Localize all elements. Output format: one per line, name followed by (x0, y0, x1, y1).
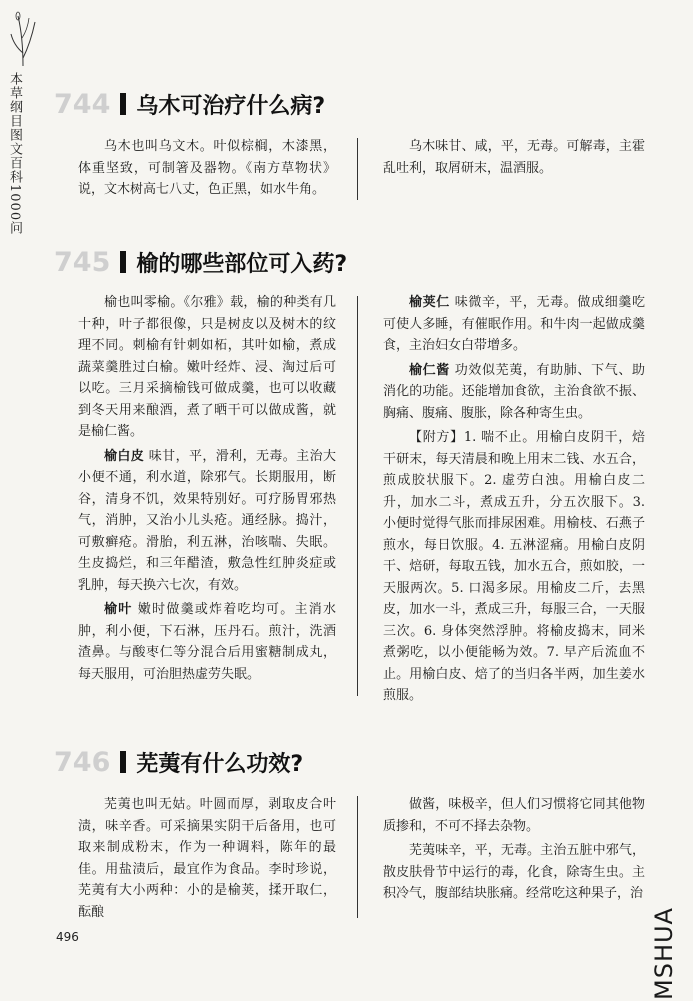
paragraph: 芜荑味辛，平，无毒。主治五脏中邪气，散皮肤骨节中运行的毒，化食，除寄生虫。主积冷气，腹部结块胀痛。经常吃这种果子，治 (383, 843, 645, 901)
book-title: 本草纲目图文百科1000问 (7, 72, 22, 236)
paragraph-text: 嫩时做羹或炸着吃均可。主消水肿，利小便，下石淋，压丹石。煎汁，洗酒渣鼻。与酸枣仁等分混合后用蜜糖制成丸，每天服用，可治胆热虚劳失眠。 (78, 602, 336, 682)
section-number: 746 (54, 746, 111, 778)
left-column (78, 136, 336, 201)
section-title: 乌木可治疗什么病? (136, 93, 326, 119)
left-column (78, 794, 336, 923)
section-bar (120, 751, 126, 773)
paragraph: 芜荑也叫无姑。叶圆而厚，剥取皮合叶渍，味辛香。可采摘果实阴干后备用，也可取来制成粉末，作为一种调料，陈年的最佳。用盐渍后，最宜作为食品。李时珍说，芜荑有大小两种：小的是榆荚，揉开取仁，酝酿 (78, 797, 336, 920)
sidebar (0, 0, 44, 260)
section-title: 榆的哪些部位可入药? (136, 251, 348, 277)
paragraph (383, 292, 645, 357)
herb-term: 榆仁酱 (409, 362, 450, 378)
page-number: 496 (56, 930, 79, 944)
left-column (78, 292, 336, 685)
herb-term: 榆叶 (104, 602, 133, 617)
section-bar (120, 251, 126, 273)
section-bar (120, 93, 126, 115)
section-header (54, 742, 303, 782)
column-divider (357, 138, 358, 200)
paragraph: 乌木也叫乌文木。叶似棕榈，木漆黑，体重坚致，可制箸及器物。《南方草物状》说，文木树高七八丈，色正黑，如水牛角。 (78, 139, 336, 197)
paragraph-text: 味甘，平，滑利，无毒。主治大小便不通，利水道，除邪气。长期服用，断谷，清身不饥，效果特别好。可疗肠胃邪热气，消肿，又治小儿头疮。通经脉。捣汁，可敷癣疮。滑胎，利五淋，治咳喘、失眠。生皮捣烂，和三年醋渣，敷急性红肿炎症或乳肿，每天换六七次，有效。 (78, 448, 336, 593)
paragraph-text: 味微辛，平，无毒。做成细羹吃可使人多睡，有催眠作用。和牛肉一起做成羹食，主治妇女白带增多。 (383, 295, 645, 353)
paragraph (383, 360, 645, 425)
herb-term: 榆白皮 (104, 448, 145, 464)
plant-illustration-icon (8, 8, 38, 68)
section-header (54, 242, 347, 282)
right-column (383, 794, 645, 905)
column-divider (357, 296, 358, 696)
section-title: 芜荑有什么功效? (136, 751, 304, 777)
paragraph (78, 446, 336, 597)
paragraph: 乌木味甘、咸，平，无毒。可解毒，主霍乱吐利，取屑研末，温酒服。 (383, 139, 645, 176)
watermark: MSHUA (650, 907, 678, 1000)
paragraph (383, 427, 645, 707)
section-number: 744 (54, 88, 111, 120)
section-number: 745 (54, 246, 111, 278)
paragraph (78, 292, 336, 443)
column-divider (357, 796, 358, 918)
section-header (54, 84, 325, 124)
paragraph-text: 榆也叫零榆。《尔雅》载，榆的种类有几十种，叶子都很像，只是树皮以及树木的纹理不同。刺榆有针刺如柘，其叶如榆，煮成蔬菜羹胜过白榆。嫩叶经炸、浸、淘过后可以吃。三月采摘榆钱可做成羹，也可以收藏到冬天用来酿酒，煮了晒干可以做成酱，就是榆仁酱。 (78, 295, 336, 439)
paragraph-text: 【附方】1. 喘不止。用榆白皮阴干，焙干研末，每天清晨和晚上用末二钱、水五合，煎成胶状服下。2. 虚劳白浊。用榆白皮二升，加水二斗，煮成五升，分五次服下。3. 小便时觉得气胀而排尿困难。用榆枝、石燕子煎水，每日饮服。4. 五淋涩痛。用榆白皮阴干、焙研，每取五钱，加水五合，煎如胶，一天服两次。5. 口渴多尿。用榆皮二斤，去黑皮，加水一斗，煮成三升，每服三合，一天服三次。6. 身体突然浮肿。将榆皮捣末，同米煮粥吃，以小便能畅为效。7. 早产后流血不止。用榆白皮、焙了的当归各半两，加生姜水煎服。 (383, 430, 645, 703)
paragraph (78, 599, 336, 685)
herb-term: 榆荚仁 (409, 295, 450, 310)
right-column (383, 136, 645, 179)
paragraph: 做酱，味极辛，但人们习惯将它同其他物质掺和，不可不择去杂物。 (383, 797, 645, 834)
paragraph-text: 功效似芜荑，有助肺、下气、助消化的功能。还能增加食欲，主治食欲不振、胸痛、腹痛、腹胀，除各种寄生虫。 (383, 362, 645, 421)
right-column (383, 292, 645, 707)
